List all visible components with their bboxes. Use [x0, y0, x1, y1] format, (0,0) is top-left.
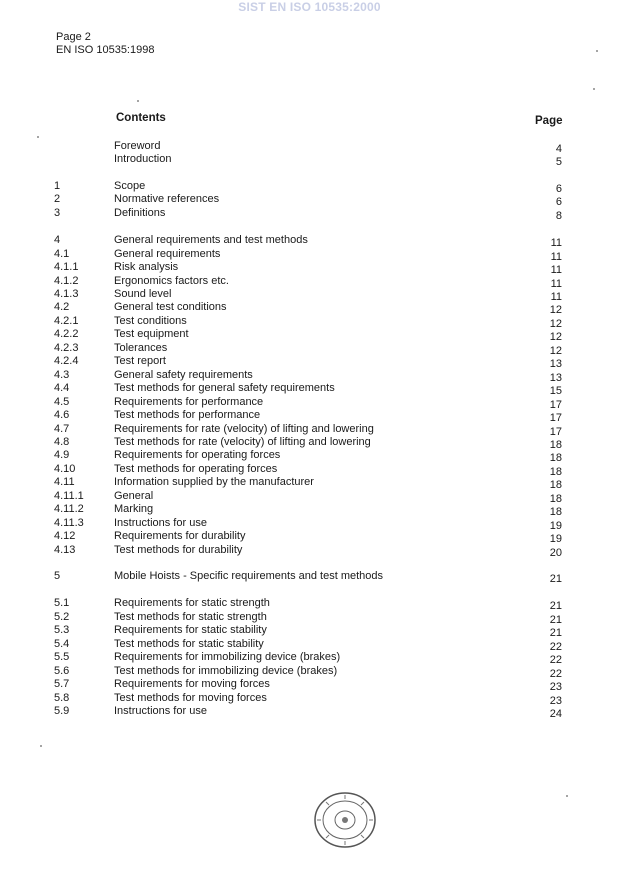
toc-entry-number: 4.7 — [54, 423, 70, 435]
toc-entry-title: Normative references — [114, 193, 220, 205]
scan-speck — [596, 50, 598, 52]
toc-entry-page: 12 — [549, 345, 562, 357]
toc-entry-number: 4.2.1 — [54, 315, 79, 327]
toc-entry — [0, 248, 619, 261]
toc-entry-number: 5.8 — [54, 692, 70, 704]
toc-entry-title: General requirements and test methods — [114, 234, 308, 246]
toc-entry-title: Requirements for rate (velocity) of lifting and lowering — [114, 423, 374, 435]
toc-entry-page: 6 — [555, 183, 562, 195]
toc-entry-number: 4.10 — [54, 463, 76, 475]
toc-entry-title: Test methods for immobilizing device (brakes) — [114, 665, 338, 677]
contents-page-header: Page — [535, 115, 563, 127]
toc-entry-title: Sound level — [114, 288, 172, 300]
toc-entry — [0, 476, 619, 489]
toc-entry-title: Requirements for static strength — [114, 597, 270, 609]
toc-entry-page: 18 — [549, 452, 562, 464]
toc-entry-number: 5.6 — [54, 665, 70, 677]
toc-entry — [0, 234, 619, 247]
toc-entry — [0, 638, 619, 651]
scan-speck — [593, 88, 595, 90]
toc-entry — [0, 570, 619, 583]
toc-entry-title: Test methods for durability — [114, 544, 243, 556]
toc-entry-number: 4.4 — [54, 382, 70, 394]
toc-entry-page: 24 — [549, 708, 562, 720]
toc-entry-page: 19 — [549, 533, 562, 545]
toc-entry-title: Test conditions — [114, 315, 187, 327]
toc-entry-number: 4.13 — [54, 544, 76, 556]
toc-entry-number: 1 — [54, 180, 61, 192]
toc-entry-title: Test methods for general safety requirements — [114, 382, 335, 394]
toc-entry-title: General requirements — [114, 248, 221, 260]
toc-entry — [0, 436, 619, 449]
toc-entry — [0, 315, 619, 328]
toc-entry-title: General safety requirements — [114, 369, 253, 381]
toc-entry-title: General — [114, 490, 154, 502]
toc-entry — [0, 355, 619, 368]
toc-entry — [0, 409, 619, 422]
toc-entry-number: 4.2.4 — [54, 355, 79, 367]
toc-entry — [0, 544, 619, 557]
toc-entry — [0, 624, 619, 637]
toc-entry-title: Marking — [114, 503, 154, 515]
toc-entry-page: 12 — [549, 318, 562, 330]
toc-entry-page: 18 — [549, 479, 562, 491]
toc-entry — [0, 665, 619, 678]
toc-entry-page: 12 — [549, 304, 562, 316]
toc-entry — [0, 490, 619, 503]
toc-entry-number: 4.1.1 — [54, 261, 79, 273]
toc-entry-page: 5 — [555, 156, 562, 168]
toc-entry — [0, 382, 619, 395]
toc-entry-page: 11 — [550, 251, 562, 263]
toc-entry-title: Test methods for rate (velocity) of lifting and lowering — [114, 436, 371, 448]
toc-entry-page: 17 — [549, 426, 562, 438]
toc-entry-number: 4.2.3 — [54, 342, 79, 354]
toc-entry-title: Test equipment — [114, 328, 189, 340]
scan-speck — [40, 745, 42, 747]
toc-entry — [0, 275, 619, 288]
toc-entry-page: 23 — [549, 681, 562, 693]
toc-entry — [0, 611, 619, 624]
toc-entry-title: Test methods for moving forces — [114, 692, 267, 704]
toc-entry — [0, 692, 619, 705]
toc-entry-page: 18 — [549, 439, 562, 451]
toc-entry — [0, 193, 619, 206]
toc-entry-title: Requirements for durability — [114, 530, 246, 542]
toc-entry-page: 21 — [549, 600, 562, 612]
toc-entry-number: 4.11.2 — [54, 503, 84, 515]
toc-entry-title: Information supplied by the manufacturer — [114, 476, 314, 488]
toc-entry-number: 5.3 — [54, 624, 70, 636]
toc-entry-title: Test methods for performance — [114, 409, 261, 421]
page-header — [56, 31, 154, 57]
toc-entry-page: 21 — [549, 614, 562, 626]
toc-entry — [0, 207, 619, 220]
toc-entry-title: Ergonomics factors etc. — [114, 275, 229, 287]
toc-entry-number: 5.5 — [54, 651, 70, 663]
toc-entry — [0, 651, 619, 664]
toc-entry — [0, 301, 619, 314]
toc-entry-title: Foreword — [114, 140, 161, 152]
scan-speck — [37, 136, 39, 138]
toc-entry-title: Test report — [114, 355, 166, 367]
toc-entry — [0, 678, 619, 691]
toc-entry-page: 4 — [555, 143, 562, 155]
toc-entry-number: 5.4 — [54, 638, 70, 650]
toc-entry — [0, 342, 619, 355]
toc-entry-page: 21 — [549, 573, 562, 585]
toc-entry-title: Risk analysis — [114, 261, 179, 273]
toc-entry-page: 22 — [549, 668, 562, 680]
toc-entry — [0, 449, 619, 462]
toc-entry-title: Instructions for use — [114, 517, 207, 529]
toc-entry — [0, 423, 619, 436]
toc-entry-title: General test conditions — [114, 301, 227, 313]
toc-entry-page: 12 — [549, 331, 562, 343]
toc-entry-number: 4.9 — [54, 449, 70, 461]
toc-entry — [0, 705, 619, 718]
toc-entry-number: 5 — [54, 570, 61, 582]
page-label: Page 2 — [56, 31, 91, 43]
scan-speck — [566, 795, 568, 797]
toc-entry-number: 4.11.3 — [54, 517, 84, 529]
toc-entry-page: 8 — [555, 210, 562, 222]
toc-entry-number: 4.2.2 — [54, 328, 79, 340]
toc-entry-number: 4.12 — [54, 530, 76, 542]
toc-entry-page: 13 — [549, 358, 562, 370]
toc-entry-page: 15 — [549, 385, 562, 397]
toc-entry-number: 5.7 — [54, 678, 70, 690]
toc-entry-title: Instructions for use — [114, 705, 207, 717]
toc-entry-title: Requirements for operating forces — [114, 449, 281, 461]
toc-entry-number: 5.1 — [54, 597, 70, 609]
toc-entry-page: 23 — [549, 695, 562, 707]
toc-entry — [0, 261, 619, 274]
toc-entry-page: 21 — [549, 627, 562, 639]
toc-entry-number: 4.1 — [54, 248, 70, 260]
toc-entry-title: Test methods for operating forces — [114, 463, 278, 475]
toc-entry — [0, 463, 619, 476]
toc-entry — [0, 530, 619, 543]
toc-entry-page: 11 — [550, 237, 562, 249]
toc-entry-number: 4 — [54, 234, 61, 246]
toc-entry-page: 20 — [549, 547, 562, 559]
toc-entry-number: 5.9 — [54, 705, 70, 717]
toc-entry-title: Requirements for performance — [114, 396, 264, 408]
toc-entry-page: 11 — [550, 291, 562, 303]
toc-entry-title: Introduction — [114, 153, 172, 165]
toc-entry-page: 22 — [549, 654, 562, 666]
toc-entry — [0, 288, 619, 301]
toc-entry-title: Scope — [114, 180, 146, 192]
toc-entry-page: 11 — [550, 264, 562, 276]
toc-entry-title: Requirements for moving forces — [114, 678, 270, 690]
toc-entry — [0, 369, 619, 382]
toc-entry-title: Tolerances — [114, 342, 168, 354]
toc-entry-page: 17 — [549, 412, 562, 424]
standard-id: EN ISO 10535:1998 — [56, 44, 155, 56]
official-seal-stamp — [313, 791, 377, 849]
toc-entry-page: 18 — [549, 466, 562, 478]
toc-entry — [0, 517, 619, 530]
toc-entry — [0, 180, 619, 193]
scan-speck — [137, 100, 139, 102]
toc-entry-page: 13 — [549, 372, 562, 384]
toc-entry-number: 4.1.3 — [54, 288, 79, 300]
toc-entry-page: 11 — [550, 278, 562, 290]
toc-entry — [0, 396, 619, 409]
toc-entry-number: 5.2 — [54, 611, 70, 623]
toc-entry-title: Test methods for static strength — [114, 611, 267, 623]
toc-entry-number: 4.11 — [54, 476, 75, 488]
toc-entry-number: 4.8 — [54, 436, 70, 448]
contents-title: Contents — [116, 112, 166, 124]
toc-entry-title: Definitions — [114, 207, 166, 219]
toc-entry-title: Test methods for static stability — [114, 638, 264, 650]
toc-entry-number: 4.11.1 — [54, 490, 84, 502]
toc-entry — [0, 503, 619, 516]
toc-entry-title: Mobile Hoists - Specific requirements and test methods — [114, 570, 384, 582]
toc-entry-number: 4.3 — [54, 369, 70, 381]
toc-entry-number: 4.5 — [54, 396, 70, 408]
toc-entry-page: 18 — [549, 493, 562, 505]
toc-entry-page: 19 — [549, 520, 562, 532]
toc-entry-page: 18 — [549, 506, 562, 518]
toc-entry-number: 2 — [54, 193, 61, 205]
toc-entry-number: 4.1.2 — [54, 275, 79, 287]
toc-entry-page: 22 — [549, 641, 562, 653]
watermark: SIST EN ISO 10535:2000 — [238, 0, 381, 14]
toc-entry-title: Requirements for immobilizing device (brakes) — [114, 651, 341, 663]
toc-entry-number: 4.6 — [54, 409, 70, 421]
toc-entry — [0, 140, 619, 153]
toc-entry-title: Requirements for static stability — [114, 624, 267, 636]
toc-entry — [0, 153, 619, 166]
toc-entry — [0, 328, 619, 341]
toc-entry-number: 4.2 — [54, 301, 70, 313]
toc-entry-number: 3 — [54, 207, 61, 219]
toc-entry-page: 17 — [549, 399, 562, 411]
toc-entry — [0, 597, 619, 610]
toc-entry-page: 6 — [555, 196, 562, 208]
